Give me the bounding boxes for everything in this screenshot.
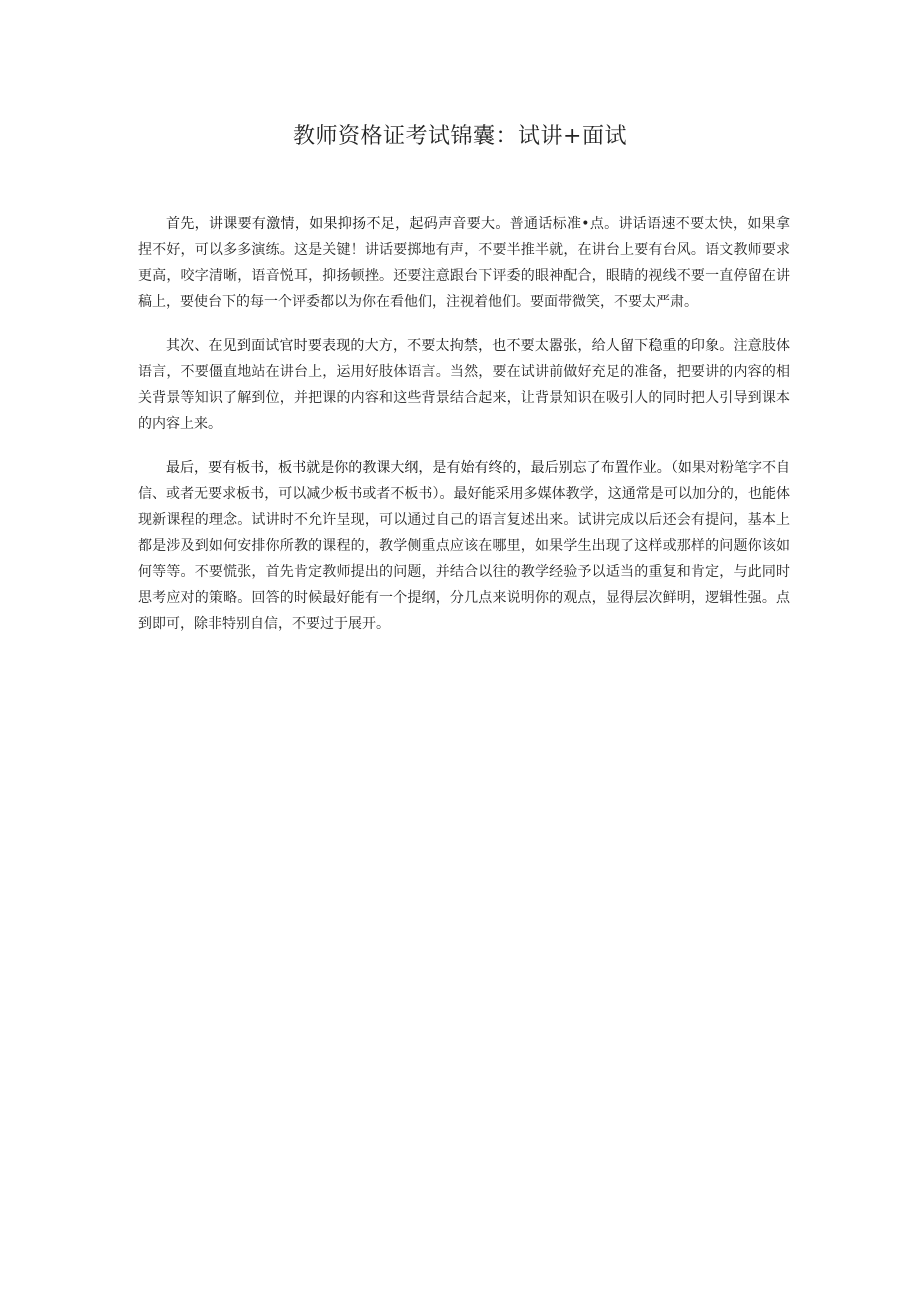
paragraph-text: 注意肢体语言，不要僵直地站在讲台上，运用好肢体语言。当然，要在试讲前做好充足的准备，把要讲的内容的相关背景等知识了解到位，并把课的内容和这些背景结合起来，让背景知识在吸引人的同时把人引导到课本的内容上来。: [138, 338, 791, 432]
paragraph-lead: 其次、在见到面试官时要表现的大方，不要太拘禁，也不要太嚣张，给人留下稳重的印象。: [166, 338, 734, 354]
paragraph-lead: 首先，讲课要有激情，如果抑扬不足，起码声音要大。: [166, 216, 510, 232]
paragraph-lead: 最后，要有板书，板书就是你的教课大纲，是有始有终的，最后别忘了布置作业。（如: [166, 460, 692, 476]
document-title: 教师资格证考试锦囊：试讲+面试: [293, 124, 627, 149]
paragraph-third: [138, 455, 790, 637]
paragraph-text: 果对粉笔字不自信、或者无要求板书，可以减少板书或者不板书）。最好能采用多媒体教学，这通常是可以加分的，也能体现新课程的理念。试讲时不允许呈现，可以通过自己的语言复述出来。试讲完成以后还会有提问，基本上都是涉及到如何安排你所教的课程的，教学侧重点应该在哪里，如果学生出现了这样或那样的问题你该如何等等。不要慌张，首先肯定教师提出的问题，并结合以往的教学经验予以适当的重复和肯定，与此同时思考应对的策略。回答的时候最好能有一个提纲，分几点来说明你的观点，显得层次鲜明，逻辑性强。点到即可，除非特别自信，不要过于展开。: [138, 460, 791, 632]
paragraph-second: [138, 333, 790, 437]
document-body: [138, 211, 790, 655]
paragraph-first: [138, 211, 790, 315]
paragraph-text: 普通话标准•点。讲话语速不要太快，如果拿捏不好，可以多多演练。这是关键！讲话要掷地有声，不要半推半就，在讲台上要有台风。语文教师要求更高，咬字清晰，语音悦耳，抑扬顿挫。还要注意跟台下评委的眼神配合，眼睛的视线不要一直停留在讲稿上，要使台下的每一个评委都以为你在看他们，注视着他们。要面带微笑，不要太严肃。: [138, 216, 790, 310]
